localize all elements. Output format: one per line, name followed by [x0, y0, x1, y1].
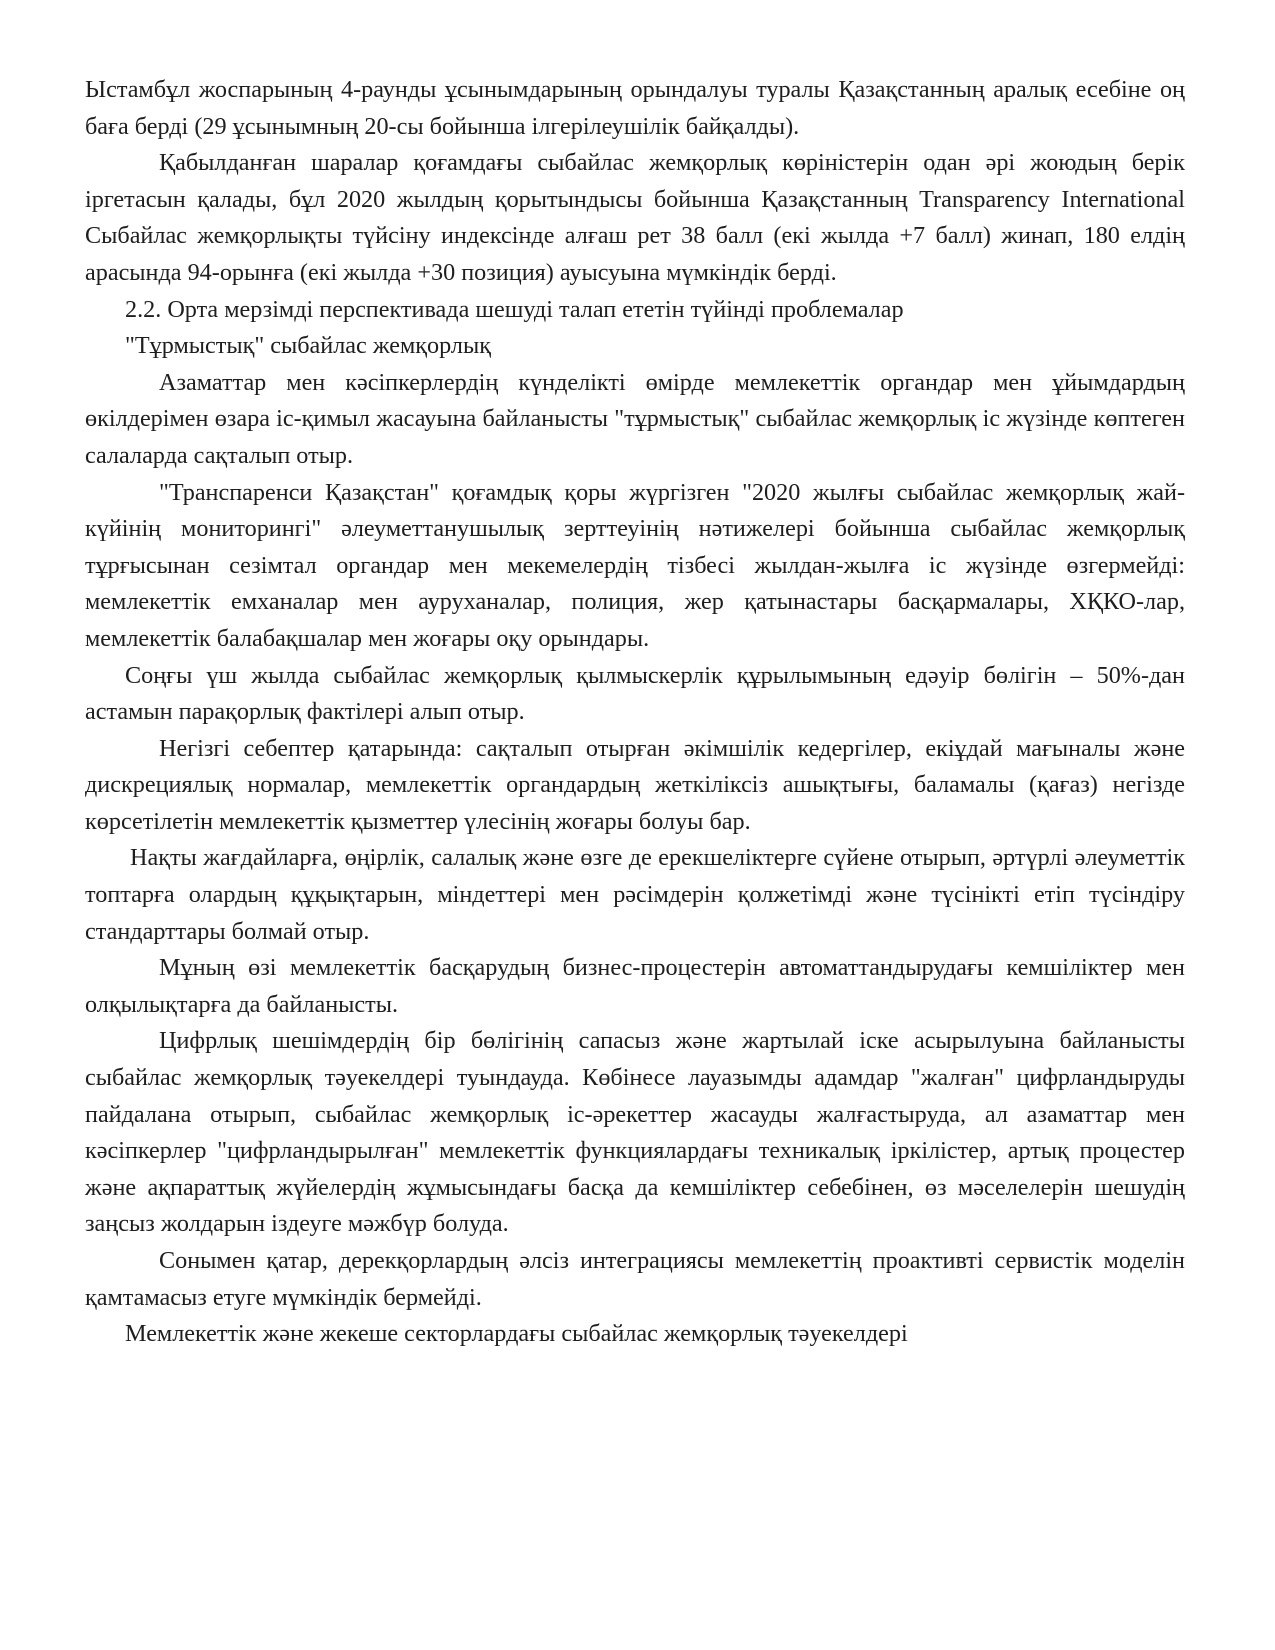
- paragraph-main-causes: Негізгі себептер қатарында: сақталып отырған әкімшілік кедергілер, екіұдай мағыналы және дискрециялық нормалар, мемлекеттік органдардың жеткіліксіз ашықтығы, баламалы (қағаз) негізде көрсетілетін мемлекеттік қызметтер үлесінің жоғары болуы бар.: [85, 734, 1185, 835]
- paragraph-istanbul-plan: Ыстамбұл жоспарының 4-раунды ұсынымдарының орындалуы туралы Қазақстанның аралық есебіне оң баға берді (29 ұсынымның 20-сы бойынша ілгерілеушілік байқалды).: [85, 76, 1185, 140]
- subheading-household-corruption: "Тұрмыстық" сыбайлас жемқорлық: [125, 332, 491, 360]
- paragraph-transparency-monitoring: "Транспаренси Қазақстан" қоғамдық қоры жүргізген "2020 жылғы сыбайлас жемқорлық жай-күйінің мониторингі" әлеуметтанушылық зерттеуінің нәтижелері бойынша сыбайлас жемқорлық тұрғысынан сезімтал органдар мен мекемелердің тізбесі жылдан-жылға іс жүзінде өзгермейді: мемлекеттік емханалар мен ауруханалар, полиция, жер қатынастары басқармалары, ХҚКО-лар, мемлекеттік балабақшалар мен жоғары оқу орындары.: [85, 478, 1185, 652]
- subheading-sector-risks: Мемлекеттік және жекеше секторлардағы сыбайлас жемқорлық тәуекелдері: [125, 1320, 908, 1348]
- paragraph-business-processes: Мұның өзі мемлекеттік басқарудың бизнес-процестерін автоматтандырудағы кемшіліктер мен олқылықтарға да байланысты.: [85, 954, 1185, 1018]
- paragraph-measures-taken: Қабылданған шаралар қоғамдағы сыбайлас жемқорлық көріністерін одан әрі жоюдың берік іргетасын қалады, бұл 2020 жылдың қорытындысы бойынша Қазақстанның Transparency International Сыбайлас жемқорлықты түйсіну индексінде алғаш рет 38 балл (екі жылда +7 балл) жинап, 180 елдің арасында 94-орынға (екі жылда +30 позиция) ауысуына мүмкіндік берді.: [85, 149, 1185, 286]
- paragraph-digital-solutions: Цифрлық шешімдердің бір бөлігінің сапасыз және жартылай іске асырылуына байланысты сыбайлас жемқорлық тәуекелдері туындауда. Көбінесе лауазымды адамдар "жалған" цифрландыруды пайдалана отырып, сыбайлас жемқорлық іс-әрекеттер жасауды жалғастыруда, ал азаматтар мен кәсіпкерлер "цифрландырылған" мемлекеттік функциялардағы техникалық іркілістер, артық процестер және ақпараттық жүйелердің жұмысындағы басқа да кемшіліктер себебінен, өз мәселелерін шешудің заңсыз жолдарын іздеуге мәжбүр болуда.: [85, 1027, 1185, 1238]
- document-page: [85, 72, 1185, 1353]
- paragraph-bribery-share: Соңғы үш жылда сыбайлас жемқорлық қылмыскерлік құрылымының едәуір бөлігін – 50%-дан астамын парақорлық фактілері алып отыр.: [85, 661, 1185, 726]
- section-heading-2-2: 2.2. Орта мерзімді перспективада шешуді талап ететін түйінді проблемалар: [125, 295, 904, 323]
- paragraph-explanation-standards: Нақты жағдайларға, өңірлік, салалық және өзге де ерекшеліктерге сүйене отырып, әртүрлі әлеуметтік топтарға олардың құқықтарын, міндеттері мен рәсімдерін қолжетімді және түсінікті етіп түсіндіру стандарттары болмай отыр.: [85, 844, 1185, 945]
- paragraph-citizens-interaction: Азаматтар мен кәсіпкерлердің күнделікті өмірде мемлекеттік органдар мен ұйымдардың өкілдерімен өзара іс-қимыл жасауына байланысты "тұрмыстық" сыбайлас жемқорлық іс жүзінде көптеген салаларда сақталып отыр.: [85, 368, 1185, 469]
- paragraph-database-integration: Сонымен қатар, дерекқорлардың әлсіз интеграциясы мемлекеттің проактивті сервистік моделін қамтамасыз етуге мүмкіндік бермейді.: [85, 1247, 1185, 1311]
